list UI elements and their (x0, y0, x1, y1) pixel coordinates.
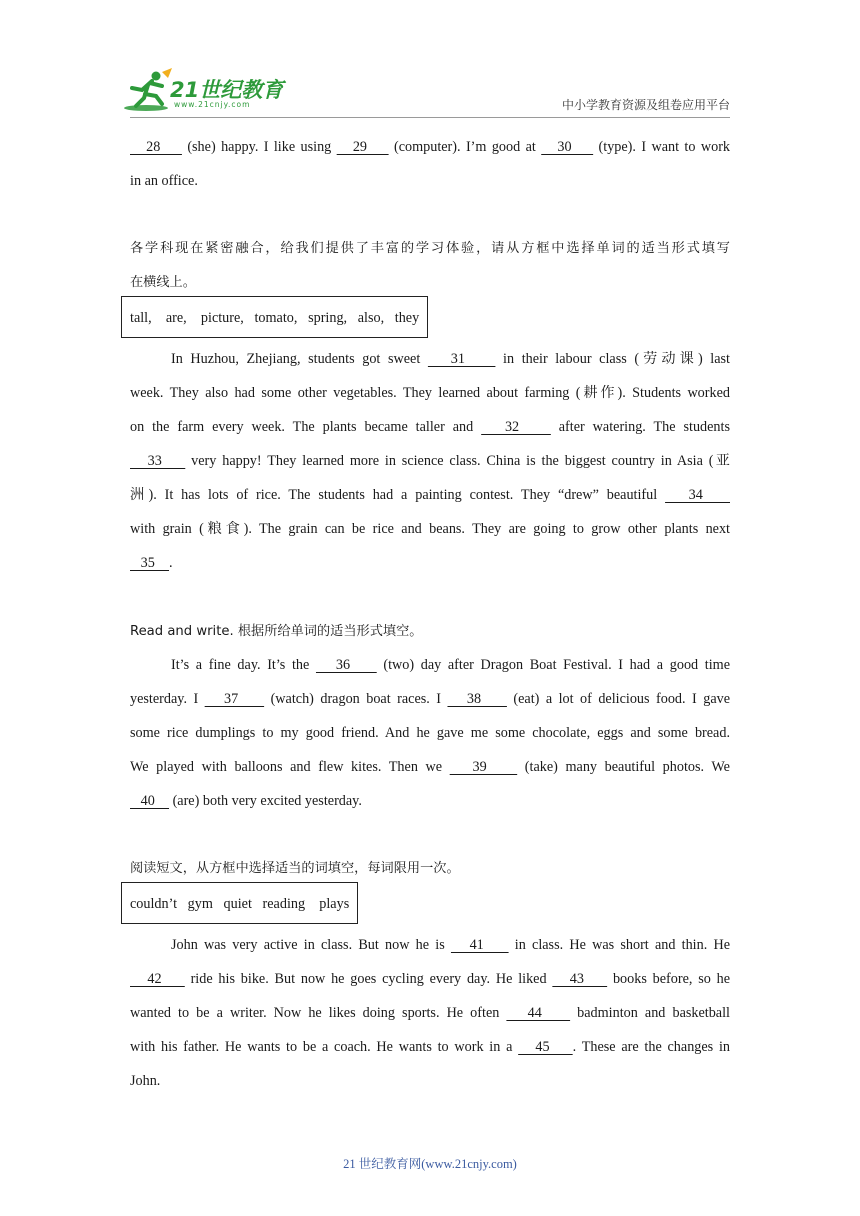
document-body (130, 130, 730, 1098)
blank-35: 35 (130, 555, 170, 571)
text-line: John. (130, 1073, 161, 1089)
text-line: It’s a fine day. It’s the 36 (two) day after Dragon Boat Festival. I had a good time (171, 657, 730, 673)
logo-url: www.21cnjy.com (174, 100, 251, 109)
text-line: on the farm every week. The plants became taller and 32 after watering. The students (130, 419, 730, 435)
instruction: 阅读短文，从方框中选择适当的词填空，每词限用一次。 (130, 861, 460, 876)
text-line: 33 very happy! They learned more in science class. China is the biggest country in Asia (亚 (130, 453, 730, 469)
blank-30: 30 (541, 139, 594, 155)
page-header (0, 0, 860, 120)
blank-39: 39 (449, 759, 518, 775)
text-line: 洲). It has lots of rice. The students had a painting contest. They “drew” beautiful 34 (130, 487, 730, 503)
blank-42: 42 (130, 971, 185, 987)
blank-41: 41 (450, 937, 509, 953)
text-line: with his father. He wants to be a coach. He wants to work in a 45 . These are the changes in (130, 1039, 730, 1055)
text-line: 28 (she) happy. I like using 29 (computer). I’m good at 30 (type). I want to work (130, 139, 731, 155)
logo-text: 21世纪教育 (170, 78, 284, 102)
blank-29: 29 (336, 139, 389, 155)
instruction: 在横线上。 (130, 275, 196, 290)
text-line: In Huzhou, Zhejiang, students got sweet 31 in their labour class (劳动课) last (171, 351, 730, 367)
word-box: couldn’t gym quiet reading plays (121, 882, 358, 924)
platform-name: 中小学教育资源及组卷应用平台 (561, 98, 730, 112)
header-divider (130, 117, 730, 118)
blank-40: 40 (130, 793, 170, 809)
blank-45: 45 (518, 1039, 573, 1055)
text-line: wanted to be a writer. Now he likes doing sports. He often 44 badminton and basketball (130, 1005, 730, 1021)
instruction: Read and write. 根据所给单词的适当形式填空。 (130, 624, 423, 639)
text-line: 40 (are) both very excited yesterday. (130, 793, 362, 809)
blank-36: 36 (315, 657, 377, 673)
blank-44: 44 (506, 1005, 571, 1021)
text-line: week. They also had some other vegetables. They learned about farming (耕作). Students worked (130, 385, 730, 401)
word-box: tall, are, picture, tomato, spring, also, they (121, 296, 428, 338)
page-footer (0, 1154, 860, 1172)
text-line: 42 ride his bike. But now he goes cycling every day. He liked 43 books before, so he (130, 971, 731, 987)
text-line: yesterday. I 37 (watch) dragon boat races. I 38 (eat) a lot of delicious food. I gave (130, 691, 731, 707)
instruction: 各学科现在紧密融合，给我们提供了丰富的学习体验，请从方框中选择单词的适当形式填写 (130, 241, 730, 256)
footer-link[interactable]: 21 世纪教育网(www.21cnjy.com) (343, 1157, 517, 1171)
text-line: in an office. (130, 173, 198, 189)
text-line: We played with balloons and flew kites. Then we 39 (take) many beautiful photos. We (130, 759, 730, 775)
text-line: some rice dumplings to my good friend. And he gave me some chocolate, eggs and some bread. (130, 725, 730, 741)
text-line: 35 . (130, 555, 173, 571)
blank-32: 32 (481, 419, 551, 435)
brand-logo[interactable] (122, 68, 302, 116)
runner-icon (122, 68, 174, 114)
blank-28: 28 (130, 139, 182, 155)
blank-43: 43 (552, 971, 608, 987)
blank-38: 38 (447, 691, 507, 707)
blank-33: 33 (130, 453, 186, 469)
blank-31: 31 (427, 351, 496, 367)
text-line: with grain (粮食). The grain can be rice and beans. They are going to grow other plants next (130, 521, 730, 537)
blank-37: 37 (204, 691, 265, 707)
blank-34: 34 (665, 487, 730, 503)
text-line: John was very active in class. But now he is 41 in class. He was short and thin. He (171, 937, 731, 953)
